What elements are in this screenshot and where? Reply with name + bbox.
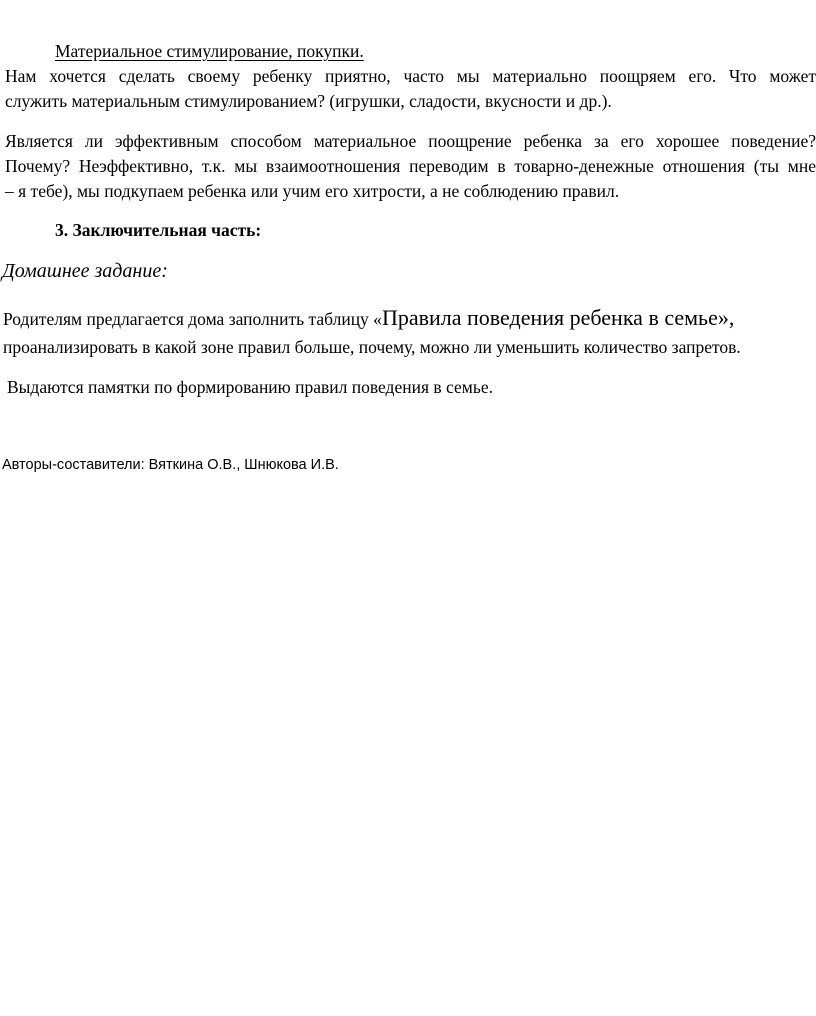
paragraph-4: Выдаются памятки по формированию правил поведения в семье. (7, 377, 493, 397)
section-title: Материальное стимулирование, покупки. (55, 41, 364, 61)
paragraph-2-line-1: Является ли эффективным способом материальное поощрение ребенка за его хорошее поведение? (5, 131, 816, 151)
paragraph-1-line-1: Нам хочется сделать своему ребенку приятно, часто мы материально поощряем его. Что может (5, 66, 816, 86)
paragraph-3-line-1 (3, 304, 734, 333)
paragraph-2-line-3: – я тебе), мы подкупаем ребенка или учим его хитрости, а не соблюдению правил. (5, 181, 620, 201)
paragraph-1-line-2: служить материальным стимулированием? (игрушки, сладости, вкусности и др.). (5, 91, 612, 111)
part-3-heading: 3. Заключительная часть: (55, 220, 262, 240)
authors-line: Авторы-составители: Вяткина О.В., Шнюкова И.В. (2, 457, 339, 473)
paragraph-2-line-2: Почему? Неэффективно, т.к. мы взаимоотношения переводим в товарно-денежные отношения (ты мне (5, 156, 816, 176)
paragraph-3-line-2: проанализировать в какой зоне правил больше, почему, можно ли уменьшить количество запретов. (3, 337, 741, 357)
homework-heading: Домашнее задание: (2, 260, 168, 282)
paragraph-3-prefix: Родителям предлагается дома заполнить таблицу « (3, 309, 382, 329)
table-name: Правила поведения ребенка в семье», (381, 305, 735, 330)
